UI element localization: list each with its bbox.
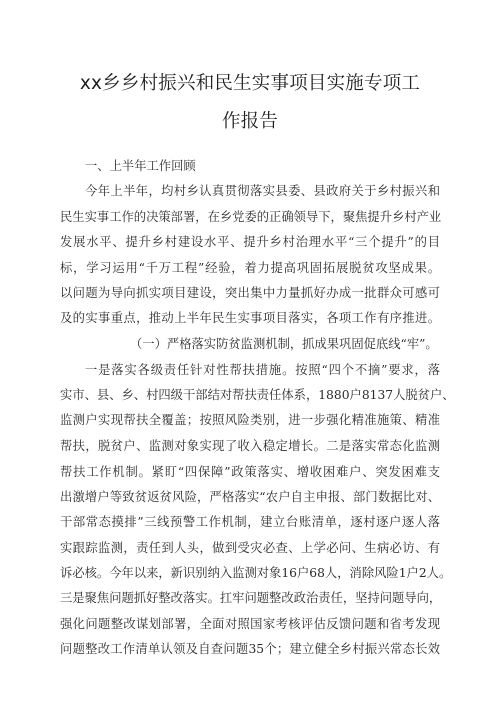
body-line: 标，学习运用“千万工程”经验，着力提高巩固拓展脱贫攻坚成果。 xyxy=(60,261,440,275)
subsection-heading: （一）严格落实防贫监测机制，抓成果巩固促底线“牢”。 xyxy=(130,337,438,351)
body-line: 三是聚焦问题抓好整改落实。扛牢问题整改政治责任，坚持问题导向， xyxy=(60,591,442,605)
body-line: 出激增户等致贫返贫风险，严格落实“农户自主申报、部门数据比对、 xyxy=(60,490,440,504)
body-line: 以问题为导向抓实项目建设，突出集中力量抓好办成一批群众可感可 xyxy=(60,286,440,300)
document-title-line-1: xx乡乡村振兴和民生实事项目实施专项工 xyxy=(79,73,421,94)
body-line: 问题整改工作清单认领及自查问题35个；建立健全乡村振兴常态长效 xyxy=(60,642,440,656)
body-line: 及的实事重点，推动上半年民生实事项目落实，各项工作有序推进。 xyxy=(60,311,440,325)
body-line: 民生实事工作的决策部署，在乡党委的正确领导下，聚焦提升乡村产业 xyxy=(60,210,442,224)
document-title-line-2: 作报告 xyxy=(221,111,279,132)
body-line: 干部常态摸排”三线预警工作机制，建立台账清单，逐村逐户逐人落 xyxy=(60,515,440,529)
section-heading: 一、上半年工作回顾 xyxy=(85,159,196,173)
body-line: 帮扶，脱贫户、监测对象实现了收入稳定增长。二是落实常态化监测 xyxy=(60,439,440,453)
body-line: 今年上半年，均村乡认真贯彻落实县委、县政府关于乡村振兴和 xyxy=(85,184,440,198)
body-line: 诉必核。今年以来，新识别纳入监测对象16户68人，消除风险1户2人。 xyxy=(60,566,452,580)
body-line: 强化问题整改谋划部署，全面对照国家考核评估反馈问题和省考发现 xyxy=(60,617,440,631)
body-line: 帮扶工作机制。紧盯“四保障”政策落实、增收困难户、突发困难支 xyxy=(60,465,440,479)
body-line: 实跟踪监测，责任到人头，做到受灾必查、上学必问、生病必访、有 xyxy=(60,541,440,555)
body-line: 监测户实现帮扶全覆盖；按照风险类别，进一步强化精准施策、精准 xyxy=(60,413,440,427)
body-line: 实市、县、乡、村四级干部结对帮扶责任体系，1880户8137人脱贫户、 xyxy=(60,388,455,402)
body-line: 发展水平、提升乡村建设水平、提升乡村治理水平“三个提升”的目 xyxy=(60,235,440,249)
body-line: 一是落实各级责任针对性帮扶措施。按照“四个不摘”要求，落 xyxy=(85,363,440,377)
